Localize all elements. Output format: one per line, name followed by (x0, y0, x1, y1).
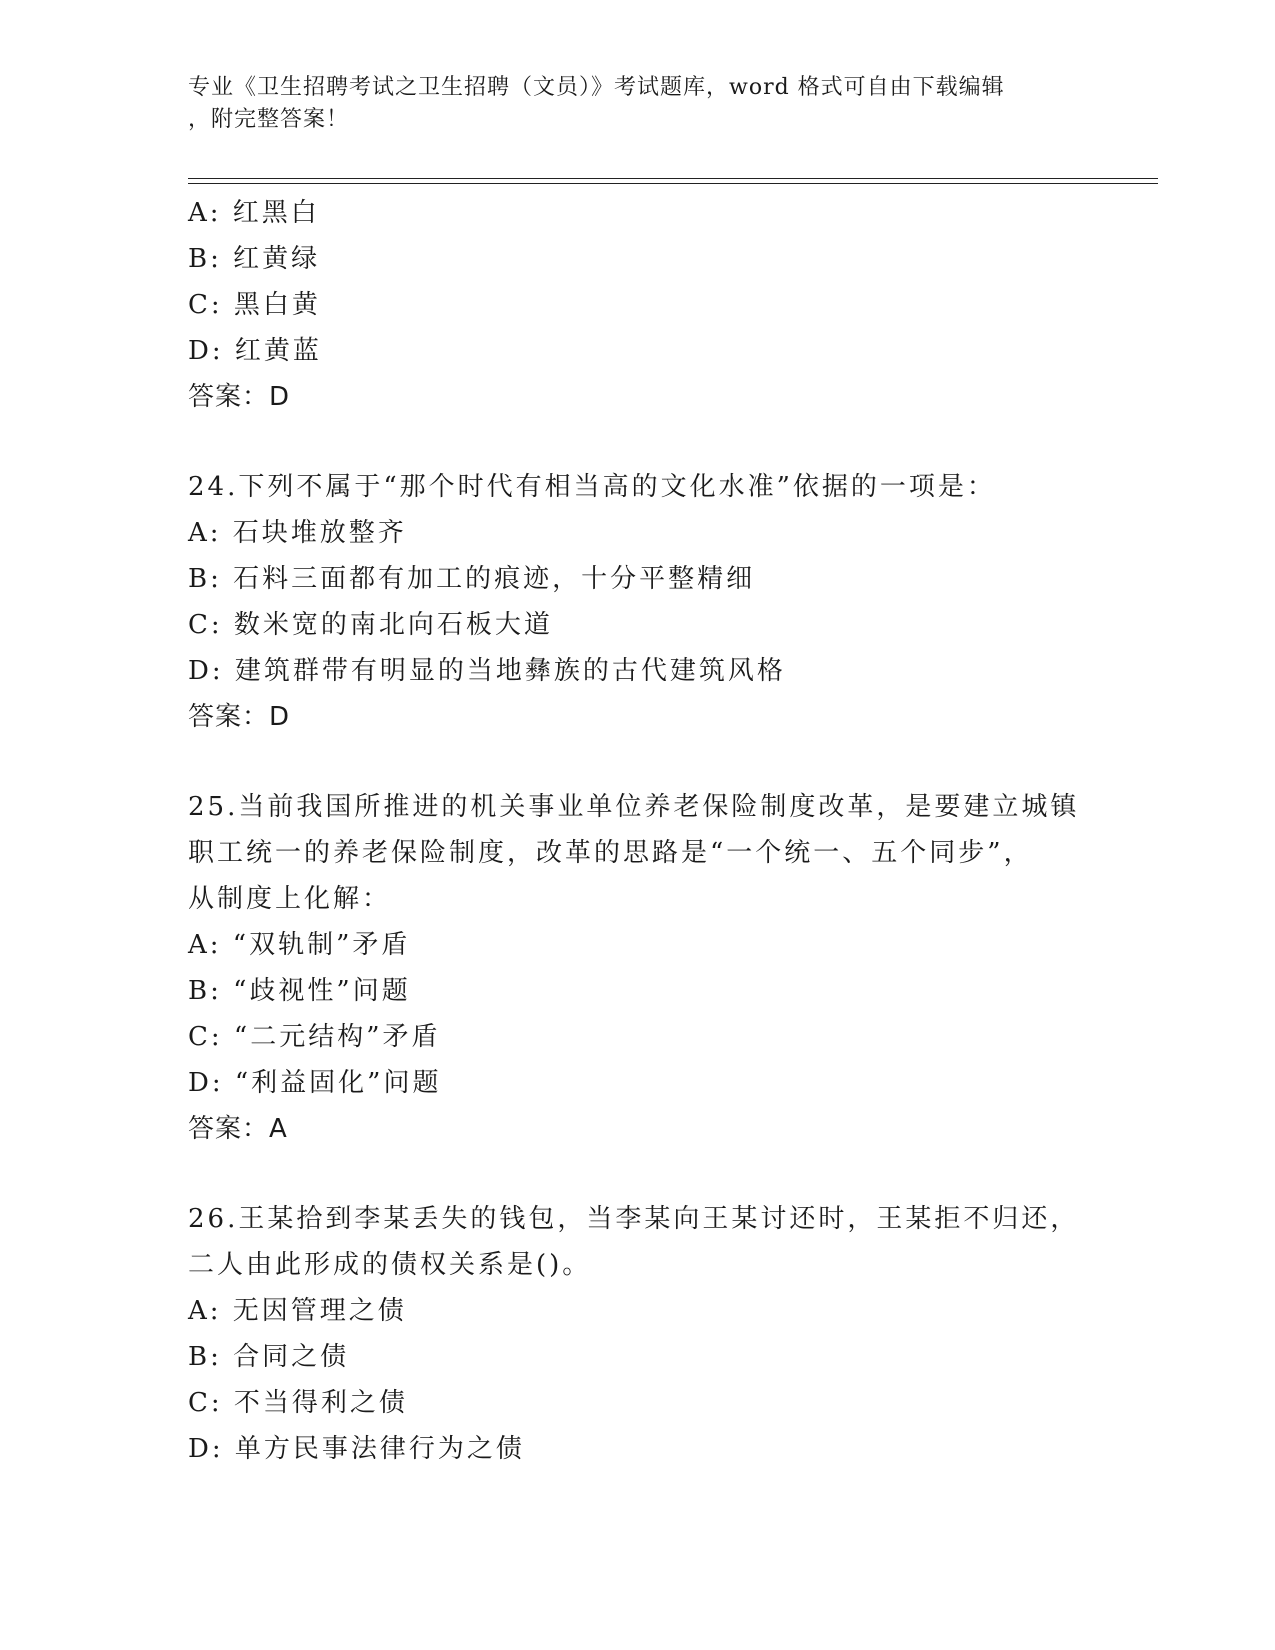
question-23 (188, 190, 1088, 420)
document-header (188, 72, 1088, 136)
q26-option-d: D: 单方民事法律行为之债 (188, 1434, 525, 1464)
q25-option-a: A: “双轨制”矛盾 (188, 930, 411, 960)
q25-option-b: B: “歧视性”问题 (188, 976, 411, 1006)
q24-option-b: B: 石料三面都有加工的痕迹，十分平整精细 (188, 564, 756, 594)
q25-stem-line-2: 职工统一的养老保险制度，改革的思路是“一个统一、五个同步”， (188, 838, 1033, 868)
q26-option-c: C: 不当得利之债 (188, 1388, 408, 1418)
q25-stem-line-1: 25.当前我国所推进的机关事业单位养老保险制度改革，是要建立城镇 (188, 792, 1080, 822)
q25-answer: 答案：A (188, 1114, 288, 1144)
q25-option-c: C: “二元结构”矛盾 (188, 1022, 441, 1052)
q23-option-c: C: 黑白黄 (188, 290, 321, 320)
q24-option-a: A: 石块堆放整齐 (188, 518, 407, 548)
q24-option-d: D: 建筑群带有明显的当地彝族的古代建筑风格 (188, 656, 786, 686)
q25-option-d: D: “利益固化”问题 (188, 1068, 442, 1098)
question-24 (188, 464, 1088, 740)
header-line-2: ，附完整答案！ (188, 107, 350, 132)
q23-option-d: D: 红黄蓝 (188, 336, 322, 366)
q25-stem-line-3: 从制度上化解： (188, 884, 392, 914)
q24-stem: 24.下列不属于“那个时代有相当高的文化水准”依据的一项是： (188, 472, 996, 502)
q23-option-a: A: 红黑白 (188, 198, 320, 228)
question-26 (188, 1196, 1088, 1472)
q24-answer: 答案：D (188, 702, 291, 732)
q23-answer: 答案：D (188, 382, 291, 412)
question-list (188, 190, 1088, 1472)
q26-option-b: B: 合同之债 (188, 1342, 350, 1372)
q26-option-a: A: 无因管理之债 (188, 1296, 407, 1326)
question-25 (188, 784, 1088, 1152)
q26-stem-line-1: 26.王某拾到李某丢失的钱包，当李某向王某讨还时，王某拒不归还， (188, 1204, 1080, 1234)
q23-option-b: B: 红黄绿 (188, 244, 321, 274)
q24-option-c: C: 数米宽的南北向石板大道 (188, 610, 553, 640)
header-divider-top (188, 178, 1158, 179)
header-line-1: 专业《卫生招聘考试之卫生招聘（文员）》考试题库，word 格式可自由下载编辑 (188, 75, 1005, 100)
q26-stem-line-2: 二人由此形成的债权关系是()。 (188, 1250, 592, 1280)
header-divider-bottom (188, 183, 1158, 184)
